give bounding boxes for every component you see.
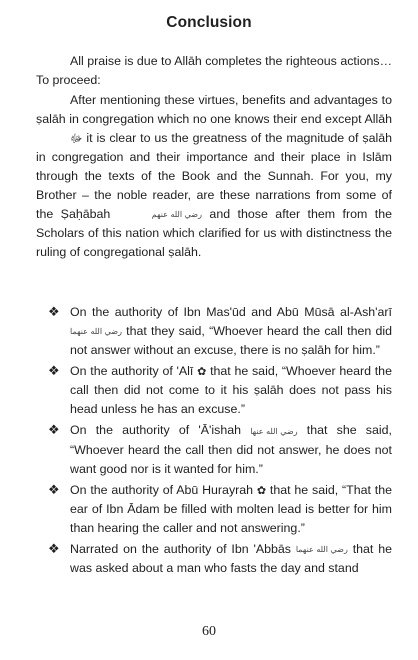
opening-paragraph [36,52,392,90]
narration-intro: On the authority of 'Alī [70,364,194,379]
intro-text-part-1: After mentioning these virtues, benefits and advantages to ṣalāh in congregation which no one knows their end except Allāh [36,93,392,126]
list-item [48,540,392,578]
honorific-icon: رضي الله عنهما [70,327,122,337]
list-item [48,362,392,419]
page-title: Conclusion [166,14,252,31]
four-point-star-bullet-icon: ❖ [48,482,60,498]
narration-quote: that she said, “Whoever heard the call then did not answer, he does not want good nor is it wanted for him.” [70,423,392,476]
honorific-icon: رضي الله عنهما [295,545,348,555]
intro-text-part-3: and those after them from the Scholars of this nation which clarified for us with distinctness the ruling of congregational ṣalāh. [36,207,392,260]
narrations-list [48,303,392,580]
honorific-icon: رضي الله عنها [250,426,298,436]
narration-quote: that he said, “That the ear of Ibn Ādam be filled with molten lead is better for him than hearing the caller and not answering.” [70,482,392,535]
narration-intro: On the authority of Abū Hurayrah [70,482,254,497]
intro-text-part-2: it is clear to us the greatness of the magnitude of ṣalāh in congregation and their importance and their place in Islām through the texts of the Book and the Sunnah. For you, my Brother – the noble reader, are these narrations from some of the Ṣaḥābah [36,131,392,222]
honorific-allah-icon: ﷻ [70,132,83,146]
page-number: 60 [202,624,216,639]
honorific-icon: ✿ [256,483,267,497]
narration-quote: that he said, “Whoever heard the call then did not come to it his ṣalāh does not pass his head unless he has an excuse.” [70,364,392,417]
narration-quote: that they said, “Whoever heard the call then did not answer without an excuse, there is no ṣalāh for him.” [70,324,392,358]
four-point-star-bullet-icon: ❖ [48,423,60,439]
narration-intro: Narrated on the authority of Ibn 'Abbās [70,541,291,556]
four-point-star-bullet-icon: ❖ [48,364,60,380]
four-point-star-bullet-icon: ❖ [48,541,60,557]
narration-intro: On the authority of 'Ā'ishah [70,423,242,438]
list-item [48,421,392,478]
intro-paragraph [36,91,392,262]
list-item [48,481,392,538]
opening-paragraph-text: All praise is due to Allāh completes the righteous actions…To proceed: [36,54,392,87]
narration-quote: that he was asked about a man who fasts the day and stand [70,541,392,576]
honorific-icon: ✿ [197,365,207,379]
list-item [48,303,392,360]
narration-intro: On the authority of Ibn Mas'ūd and Abū Mūsā al-Ash'arī [70,305,392,319]
four-point-star-bullet-icon: ❖ [48,305,60,320]
honorific-sahabah-icon: رضي الله عنهم [151,210,202,220]
